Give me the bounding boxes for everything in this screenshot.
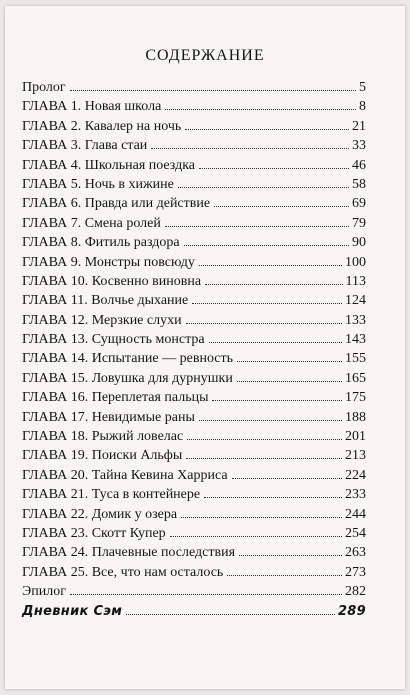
toc-entry-chapter-9 (22, 255, 366, 274)
toc-entry-diary (22, 604, 366, 623)
dot-leader (187, 439, 342, 440)
toc-entry-chapter-17 (22, 410, 366, 429)
toc-entry-chapter-3 (22, 138, 366, 157)
entry-title: ГЛАВА 3. Глава стаи (22, 138, 148, 154)
dot-leader (126, 614, 335, 615)
entry-page-number: 289 (337, 603, 366, 619)
toc-entry-chapter-8 (22, 235, 366, 254)
dot-leader (70, 594, 342, 595)
entry-title: ГЛАВА 23. Скотт Купер (22, 525, 166, 541)
entry-title: ГЛАВА 15. Ловушка для дурнушки (22, 370, 233, 386)
toc-entry-chapter-21 (22, 487, 366, 506)
entry-title: ГЛАВА 4. Школьная поездка (22, 157, 196, 173)
entry-title: ГЛАВА 1. Новая школа (22, 99, 162, 115)
dot-leader (186, 323, 342, 324)
entry-page-number: 244 (345, 506, 366, 522)
dot-leader (181, 517, 342, 518)
toc-entry-chapter-1 (22, 99, 366, 118)
dot-leader (199, 168, 349, 169)
dot-leader (239, 555, 342, 556)
dot-leader (199, 420, 342, 421)
dot-leader (227, 575, 342, 576)
entry-title: ГЛАВА 2. Кавалер на ночь (22, 118, 182, 134)
entry-page-number: 155 (345, 351, 366, 367)
entry-title: ГЛАВА 25. Все, что нам осталось (22, 564, 224, 580)
toc-entry-chapter-25 (22, 565, 366, 584)
entry-title: ГЛАВА 14. Испытание — ревность (22, 351, 234, 367)
dot-leader (165, 109, 356, 110)
toc-entry-chapter-4 (22, 158, 366, 177)
entry-page-number: 33 (352, 138, 366, 154)
entry-title: ГЛАВА 11. Волчье дыхание (22, 293, 189, 309)
toc-entry-chapter-5 (22, 177, 366, 196)
dot-leader (192, 303, 342, 304)
toc-entry-chapter-19 (22, 448, 366, 467)
entry-title: ГЛАВА 19. Поиски Альфы (22, 448, 183, 464)
entry-title: ГЛАВА 10. Косвенно виновна (22, 273, 202, 289)
dot-leader (178, 187, 349, 188)
dot-leader (70, 90, 356, 91)
entry-page-number: 175 (345, 390, 366, 406)
entry-page-number: 69 (352, 196, 366, 212)
book-page (5, 6, 405, 689)
entry-page-number: 233 (345, 487, 366, 503)
toc-entry-chapter-18 (22, 429, 366, 448)
entry-title: ГЛАВА 21. Туса в контейнере (22, 487, 201, 503)
entry-page-number: 21 (352, 118, 366, 134)
dot-leader (205, 284, 342, 285)
toc-entry-chapter-6 (22, 196, 366, 215)
entry-title: ГЛАВА 7. Смена ролей (22, 215, 161, 231)
toc-entry-chapter-22 (22, 507, 366, 526)
entry-page-number: 165 (345, 370, 366, 386)
entry-title: ГЛАВА 6. Правда или действие (22, 196, 211, 212)
entry-page-number: 254 (345, 525, 366, 541)
dot-leader (165, 226, 349, 227)
toc-entry-chapter-23 (22, 526, 366, 545)
toc-entry-epilogue (22, 584, 366, 603)
dot-leader (204, 497, 342, 498)
entry-title: Эпилог (22, 584, 66, 600)
toc-entry-chapter-16 (22, 390, 366, 409)
entry-title: ГЛАВА 20. Тайна Кевина Харриса (22, 467, 228, 483)
entry-page-number: 282 (345, 584, 366, 600)
toc-entry-chapter-24 (22, 545, 366, 564)
entry-page-number: 133 (345, 312, 366, 328)
entry-page-number: 213 (345, 448, 366, 464)
toc-entry-chapter-2 (22, 119, 366, 138)
dot-leader (186, 458, 342, 459)
toc-entry-chapter-12 (22, 313, 366, 332)
entry-title: Дневник Сэм (22, 603, 123, 619)
toc-entry-chapter-7 (22, 216, 366, 235)
entry-page-number: 143 (345, 332, 366, 348)
dot-leader (199, 265, 342, 266)
entry-page-number: 8 (359, 99, 366, 115)
dot-leader (170, 536, 342, 537)
entry-page-number: 100 (345, 254, 366, 270)
entry-page-number: 201 (345, 429, 366, 445)
entry-page-number: 79 (352, 215, 366, 231)
entry-page-number: 46 (352, 157, 366, 173)
dot-leader (237, 361, 342, 362)
entry-page-number: 113 (345, 273, 366, 289)
toc-entry-chapter-11 (22, 293, 366, 312)
dot-leader (209, 342, 342, 343)
entry-page-number: 124 (345, 293, 366, 309)
toc-title: СОДЕРЖАНИЕ (145, 47, 265, 64)
dot-leader (212, 400, 342, 401)
entry-title: ГЛАВА 18. Рыжий ловелас (22, 429, 184, 445)
entry-title: ГЛАВА 16. Переплетая пальцы (22, 390, 209, 406)
entry-page-number: 273 (345, 564, 366, 580)
entry-title: ГЛАВА 9. Монстры повсюду (22, 254, 195, 270)
entry-page-number: 263 (345, 545, 366, 561)
toc-entry-chapter-14 (22, 351, 366, 370)
entry-page-number: 5 (359, 80, 366, 95)
entry-page-number: 188 (345, 409, 366, 425)
dot-leader (151, 148, 349, 149)
entry-title: ГЛАВА 5. Ночь в хижине (22, 176, 174, 192)
entry-page-number: 58 (352, 176, 366, 192)
toc-entry-chapter-15 (22, 371, 366, 390)
dot-leader (232, 478, 342, 479)
entry-page-number: 224 (345, 467, 366, 483)
entry-title: ГЛАВА 13. Сущность монстра (22, 332, 205, 348)
toc-entry-chapter-20 (22, 468, 366, 487)
entry-title: ГЛАВА 22. Домик у озера (22, 506, 178, 522)
toc-entry-chapter-13 (22, 332, 366, 351)
entry-title: Пролог (22, 80, 66, 95)
entry-title: ГЛАВА 17. Невидимые раны (22, 409, 195, 425)
toc-entry-chapter-10 (22, 274, 366, 293)
entry-title: ГЛАВА 8. Фитиль раздора (22, 235, 180, 251)
dot-leader (184, 245, 349, 246)
toc-list (22, 80, 366, 623)
entry-title: ГЛАВА 12. Мерзкие слухи (22, 312, 182, 328)
toc-entry-prologue (22, 80, 366, 99)
dot-leader (237, 381, 342, 382)
dot-leader (214, 206, 349, 207)
entry-page-number: 90 (352, 235, 366, 251)
entry-title: ГЛАВА 24. Плачевные последствия (22, 545, 236, 561)
dot-leader (185, 129, 349, 130)
